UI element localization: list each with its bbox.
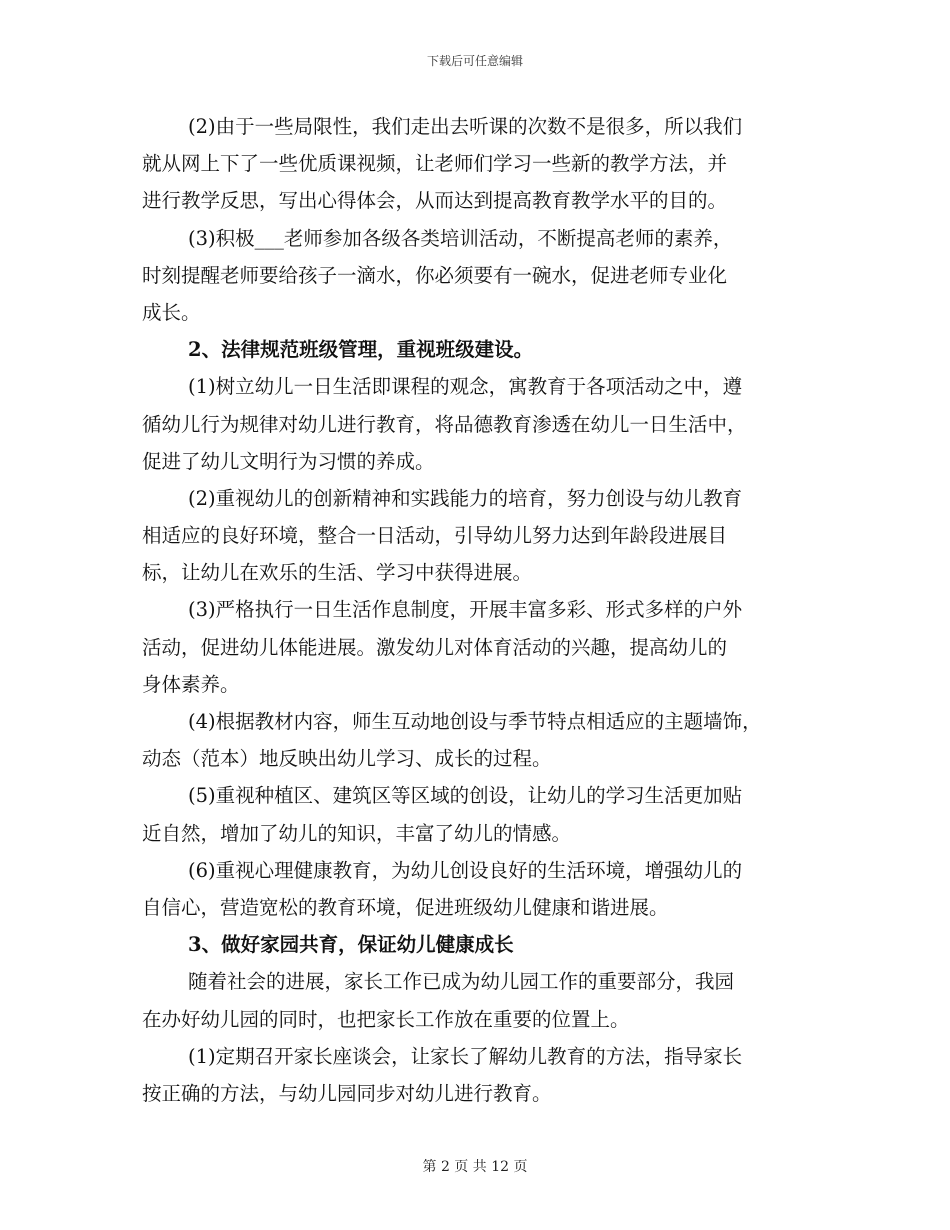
text-line: (2)由于一些局限性，我们走出去听课的次数不是很多，所以我们 — [188, 115, 743, 138]
text-line: (5)重视种植区、建筑区等区域的创设，让幼儿的学习生活更加贴 — [188, 784, 743, 808]
page-number: 第 2 页 共 12 页 — [422, 1159, 528, 1175]
text-line: 自信心，营造宽松的教育环境，促进班级幼儿健康和谐进展。 — [142, 895, 669, 919]
text-line: 身体素养。 — [142, 672, 240, 696]
text-line: (2)重视幼儿的创新精神和实践能力的培育，努力创设与幼儿教育 — [188, 486, 743, 510]
section-heading: 2、法律规范班级管理，重视班级建设。 — [188, 338, 534, 362]
text-line: 动态（范本）地反映出幼儿学习、成长的过程。 — [142, 747, 552, 771]
page-header-note: 下载后可任意编辑 — [426, 54, 523, 68]
text-line: 随着社会的进展，家长工作已成为幼儿园工作的重要部分，我园 — [188, 970, 735, 994]
section-heading: 3、做好家园共育，保证幼儿健康成长 — [188, 933, 514, 957]
text-line: (3)严格执行一日生活作息制度，开展丰富多彩、形式多样的户外 — [188, 598, 743, 622]
text-line: (6)重视心理健康教育，为幼儿创设良好的生活环境，增强幼儿的 — [188, 858, 743, 882]
text-line: 相适应的良好环境，整合一日活动，引导幼儿努力达到年龄段进展目 — [142, 524, 728, 548]
text-line: (4)根据教材内容，师生互动地创设与季节特点相适应的主题墙饰， — [188, 710, 762, 733]
text-line: 时刻提醒老师要给孩子一滴水，你必须要有一碗水，促进老师专业化 — [142, 263, 728, 287]
document-body — [142, 108, 822, 1112]
text-line: (1)树立幼儿一日生活即课程的观念，寓教育于各项活动之中，遵 — [188, 375, 743, 399]
text-line: 按正确的方法，与幼儿园同步对幼儿进行教育。 — [142, 1081, 552, 1105]
text-line: (3)积极___老师参加各级各类培训活动，不断提高老师的素养， — [188, 226, 733, 250]
text-line: 在办好幼儿园的同时，也把家长工作放在重要的位置上。 — [142, 1007, 630, 1031]
text-line: 标，让幼儿在欢乐的生活、学习中获得进展。 — [142, 561, 533, 585]
text-line: 活动，促进幼儿体能进展。激发幼儿对体育活动的兴趣，提高幼儿的 — [142, 635, 728, 659]
text-line: 促进了幼儿文明行为习惯的养成。 — [142, 449, 435, 473]
text-line: (1)定期召开家长座谈会，让家长了解幼儿教育的方法，指导家长 — [188, 1044, 743, 1068]
text-line: 近自然，增加了幼儿的知识，丰富了幼儿的情感。 — [142, 821, 572, 845]
text-line: 就从网上下了一些优质课视频，让老师们学习一些新的教学方法，并 — [142, 152, 728, 176]
text-line: 循幼儿行为规律对幼儿进行教育，将品德教育渗透在幼儿一日生活中， — [142, 412, 747, 436]
text-line: 成长。 — [142, 300, 201, 324]
text-line: 进行教学反思，写出心得体会，从而达到提高教育教学水平的目的。 — [142, 189, 728, 213]
